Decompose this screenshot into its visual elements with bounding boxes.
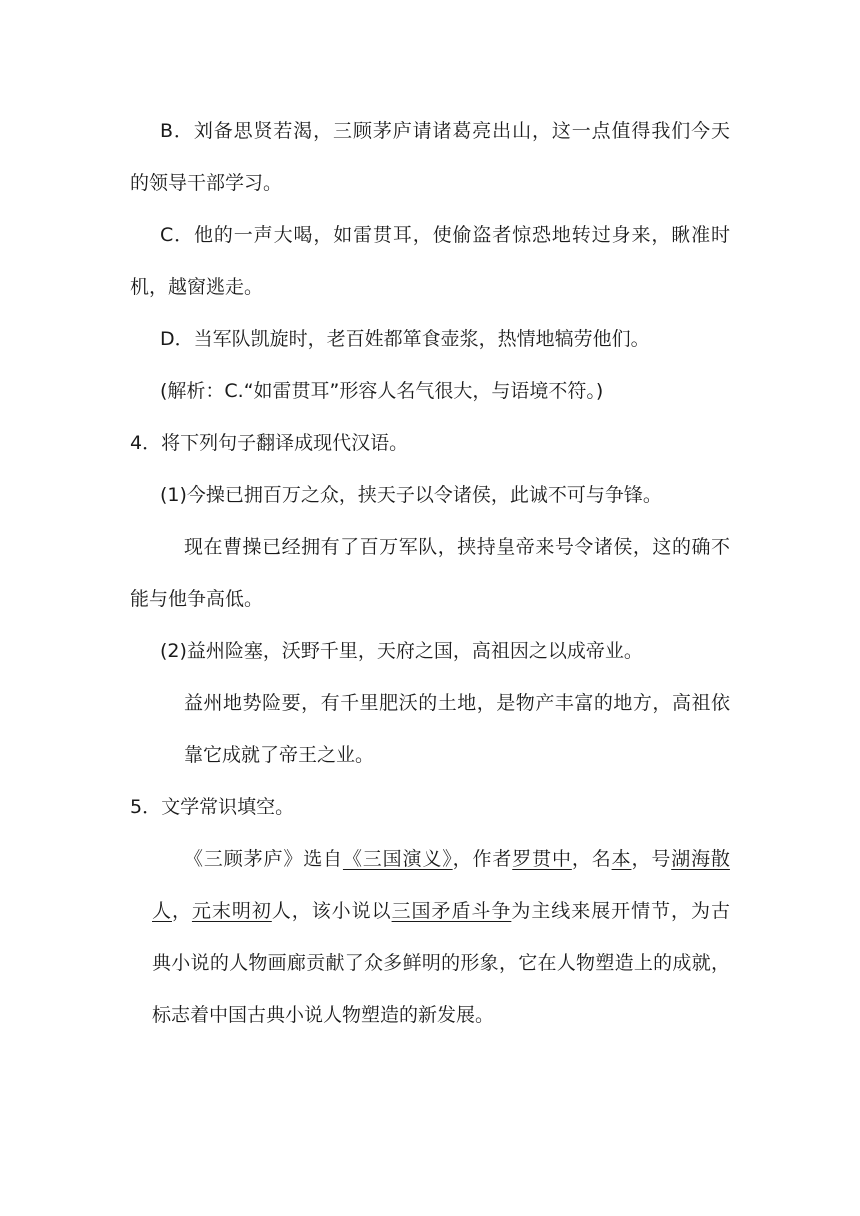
answer-4-1-line-2: 能与他争高低。 [130,588,264,610]
question-4-sentence-2: (2)益州险塞，沃野千里，天府之国，高祖因之以成帝业。 [160,640,643,662]
answer-5-line-4: 标志着中国古典小说人物塑造的新发展。 [152,1004,495,1026]
blank-given-name: 本 [611,848,632,870]
answer-4-1-line-1: 现在曹操已经拥有了百万军队，挟持皇帝来号令诸侯，这的确不 [184,536,730,558]
blank-pen-name: 湖海散 [671,848,730,870]
answer-5-text: 人，该小说以 [271,900,392,922]
question-4-heading: 4．将下列句子翻译成现代汉语。 [130,432,409,454]
option-b-line-2: 的领导干部学习。 [130,172,283,194]
answer-5-line-3: 典小说的人物画廊贡献了众多鲜明的形象，它在人物塑造上的成就， [152,952,730,974]
question-5-heading: 5．文学常识填空。 [130,796,295,818]
option-c-line-1: C．他的一声大喝，如雷贯耳，使偷盗者惊恐地转过身来，瞅准时 [160,224,730,246]
answer-5-text: ，作者 [452,848,513,870]
option-c-line-2: 机，越窗逃走。 [130,276,264,298]
answer-5-text: ，号 [631,848,672,870]
blank-pen-name-end: 人 [152,900,172,922]
question-4-sentence-1: (1)今操已拥百万之众，挟天子以令诸侯，此诚不可与争锋。 [160,484,662,506]
analysis-note: (解析：C.“如雷贯耳”形容人名气很大，与语境不符。) [160,380,604,402]
answer-5-text: 为主线来展开情节，为古 [511,900,730,922]
answer-5-line-1 [184,846,730,872]
blank-author: 罗贯中 [512,848,572,870]
blank-era: 元末明初 [191,900,272,922]
blank-main-thread: 三国矛盾斗争 [391,900,512,922]
answer-4-2-line-1: 益州地势险要，有千里肥沃的土地，是物产丰富的地方，高祖依 [184,692,730,714]
answer-5-text: 《三顾茅庐》选自 [184,848,343,870]
answer-5-text: ，名 [571,848,612,870]
option-d-line: D．当军队凯旋时，老百姓都箪食壶浆，热情地犒劳他们。 [160,328,650,350]
answer-5-line-2 [152,898,730,924]
answer-5-text: ， [171,900,192,922]
option-b-line-1: B．刘备思贤若渴，三顾茅庐请诸葛亮出山，这一点值得我们今天 [160,120,730,142]
blank-book-title: 《三国演义》 [342,848,453,870]
answer-4-2-line-2: 靠它成就了帝王之业。 [184,744,375,766]
